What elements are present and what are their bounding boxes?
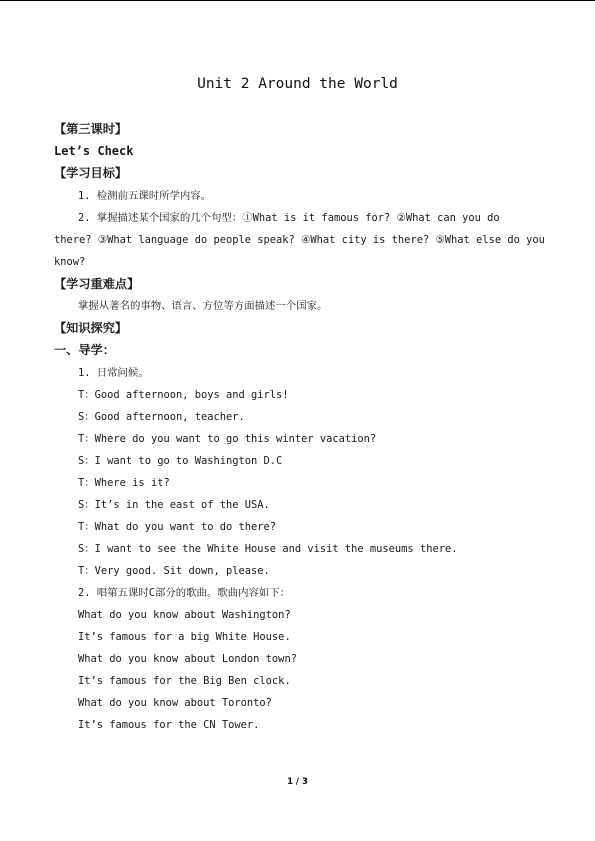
objective-2-line-1: 2. 掌握描述某个国家的几个句型：①What is it famous for? ②What can you do bbox=[78, 212, 500, 224]
dialogue-line: T：What do you want to do there? bbox=[78, 521, 277, 533]
page-top-border bbox=[0, 0, 595, 1]
song-line: What do you know about Toronto? bbox=[78, 697, 272, 709]
key-points-text: 掌握从著名的事物、语言、方位等方面描述一个国家。 bbox=[78, 300, 328, 312]
dialogue-line: S：It’s in the east of the USA. bbox=[78, 499, 270, 511]
lesson-name: Let’s Check bbox=[54, 144, 134, 158]
dialogue-line: T：Where do you want to go this winter vacation? bbox=[78, 433, 377, 445]
dialogue-line: S：I want to see the White House and visit the museums there. bbox=[78, 543, 458, 555]
dialogue-line: S：I want to go to Washington D.C bbox=[78, 455, 283, 467]
song-line: It’s famous for the Big Ben clock. bbox=[78, 675, 291, 687]
song-line: What do you know about Washington? bbox=[78, 609, 291, 621]
song-line: What do you know about London town? bbox=[78, 653, 297, 665]
lesson-heading: 【第三课时】 bbox=[54, 122, 128, 136]
exploration-heading: 【知识探究】 bbox=[54, 321, 128, 335]
step-2: 2. 唱第五课时C部分的歌曲。歌曲内容如下： bbox=[78, 587, 291, 599]
song-line: It’s famous for a big White House. bbox=[78, 631, 291, 643]
step-1: 1. 日常问候。 bbox=[78, 367, 149, 379]
section-1-heading: 一、导学： bbox=[54, 343, 115, 357]
song-line: It’s famous for the CN Tower. bbox=[78, 719, 260, 731]
dialogue-line: T：Very good. Sit down, please. bbox=[78, 565, 270, 577]
objective-1: 1. 检测前五课时所学内容。 bbox=[78, 190, 212, 202]
page-number: 1 / 3 bbox=[287, 777, 308, 787]
dialogue-line: S：Good afternoon, teacher. bbox=[78, 411, 245, 423]
document-title: Unit 2 Around the World bbox=[197, 76, 398, 92]
objectives-heading: 【学习目标】 bbox=[54, 166, 128, 180]
dialogue-line: T：Good afternoon, boys and girls! bbox=[78, 389, 289, 401]
key-points-heading: 【学习重难点】 bbox=[54, 277, 140, 291]
dialogue-line: T：Where is it? bbox=[78, 477, 170, 489]
objective-2-line-2: there? ③What language do people speak? ④What city is there? ⑤What else do you bbox=[54, 234, 545, 246]
objective-2-line-3: know? bbox=[54, 256, 86, 268]
